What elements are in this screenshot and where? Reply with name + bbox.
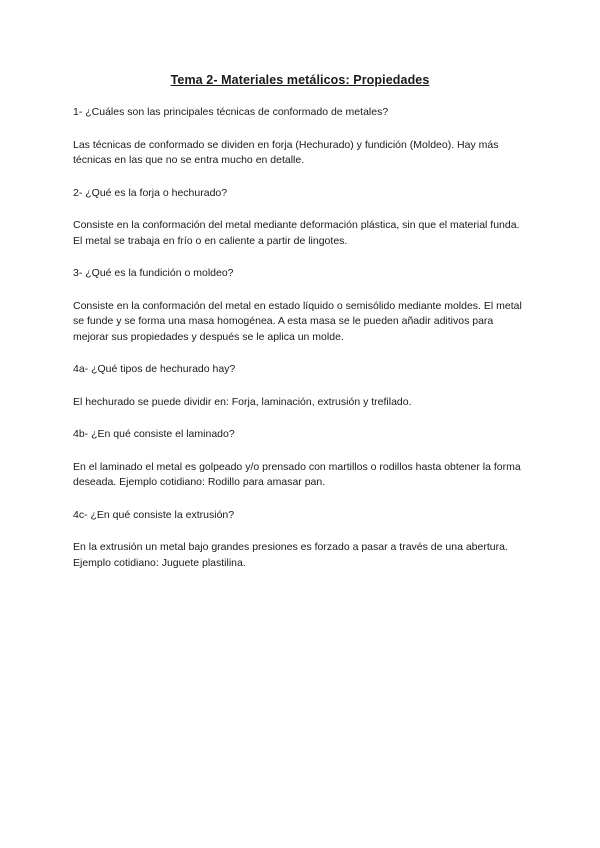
question-3: 3- ¿Qué es la fundición o moldeo?: [73, 267, 234, 279]
answer-2: Consiste en la conformación del metal mediante deformación plástica, sin que el material funda. El metal se trabaja en frío o en caliente a partir de lingotes.: [73, 219, 520, 247]
answer-4a: El hechurado se puede dividir en: Forja, laminación, extrusión y trefilado.: [73, 395, 412, 408]
answer-3: Consiste en la conformación del metal en estado líquido o semisólido mediante moldes. El metal se funde y se forma una masa homogénea. A esta masa se le pueden añadir aditivos para mejorar sus propiedades y después se le aplica un molde.: [73, 299, 522, 343]
question-2: 2- ¿Qué es la forja o hechurado?: [73, 186, 228, 199]
question-4b: 4b- ¿En qué consiste el laminado?: [73, 428, 235, 440]
answer-1: Las técnicas de conformado se dividen en forja (Hechurado) y fundición (Moldeo). Hay más técnicas en las que no se entra mucho en detalle.: [73, 138, 499, 166]
question-1: 1- ¿Cuáles son las principales técnicas de conformado de metales?: [73, 106, 389, 118]
question-4c: 4c- ¿En qué consiste la extrusión?: [73, 508, 235, 521]
answer-4c: En la extrusión un metal bajo grandes presiones es forzado a pasar a través de una abertura. Ejemplo cotidiano: Juguete plastilina.: [73, 541, 508, 569]
answer-4b: En el laminado el metal es golpeado y/o prensado con martillos o rodillos hasta obtener la forma deseada. Ejemplo cotidiano: Rodillo para amasar pan.: [73, 460, 521, 488]
document-body: [73, 105, 531, 588]
question-4a: 4a- ¿Qué tipos de hechurado hay?: [73, 363, 236, 375]
page-title: Tema 2- Materiales metálicos: Propiedades: [170, 73, 430, 87]
